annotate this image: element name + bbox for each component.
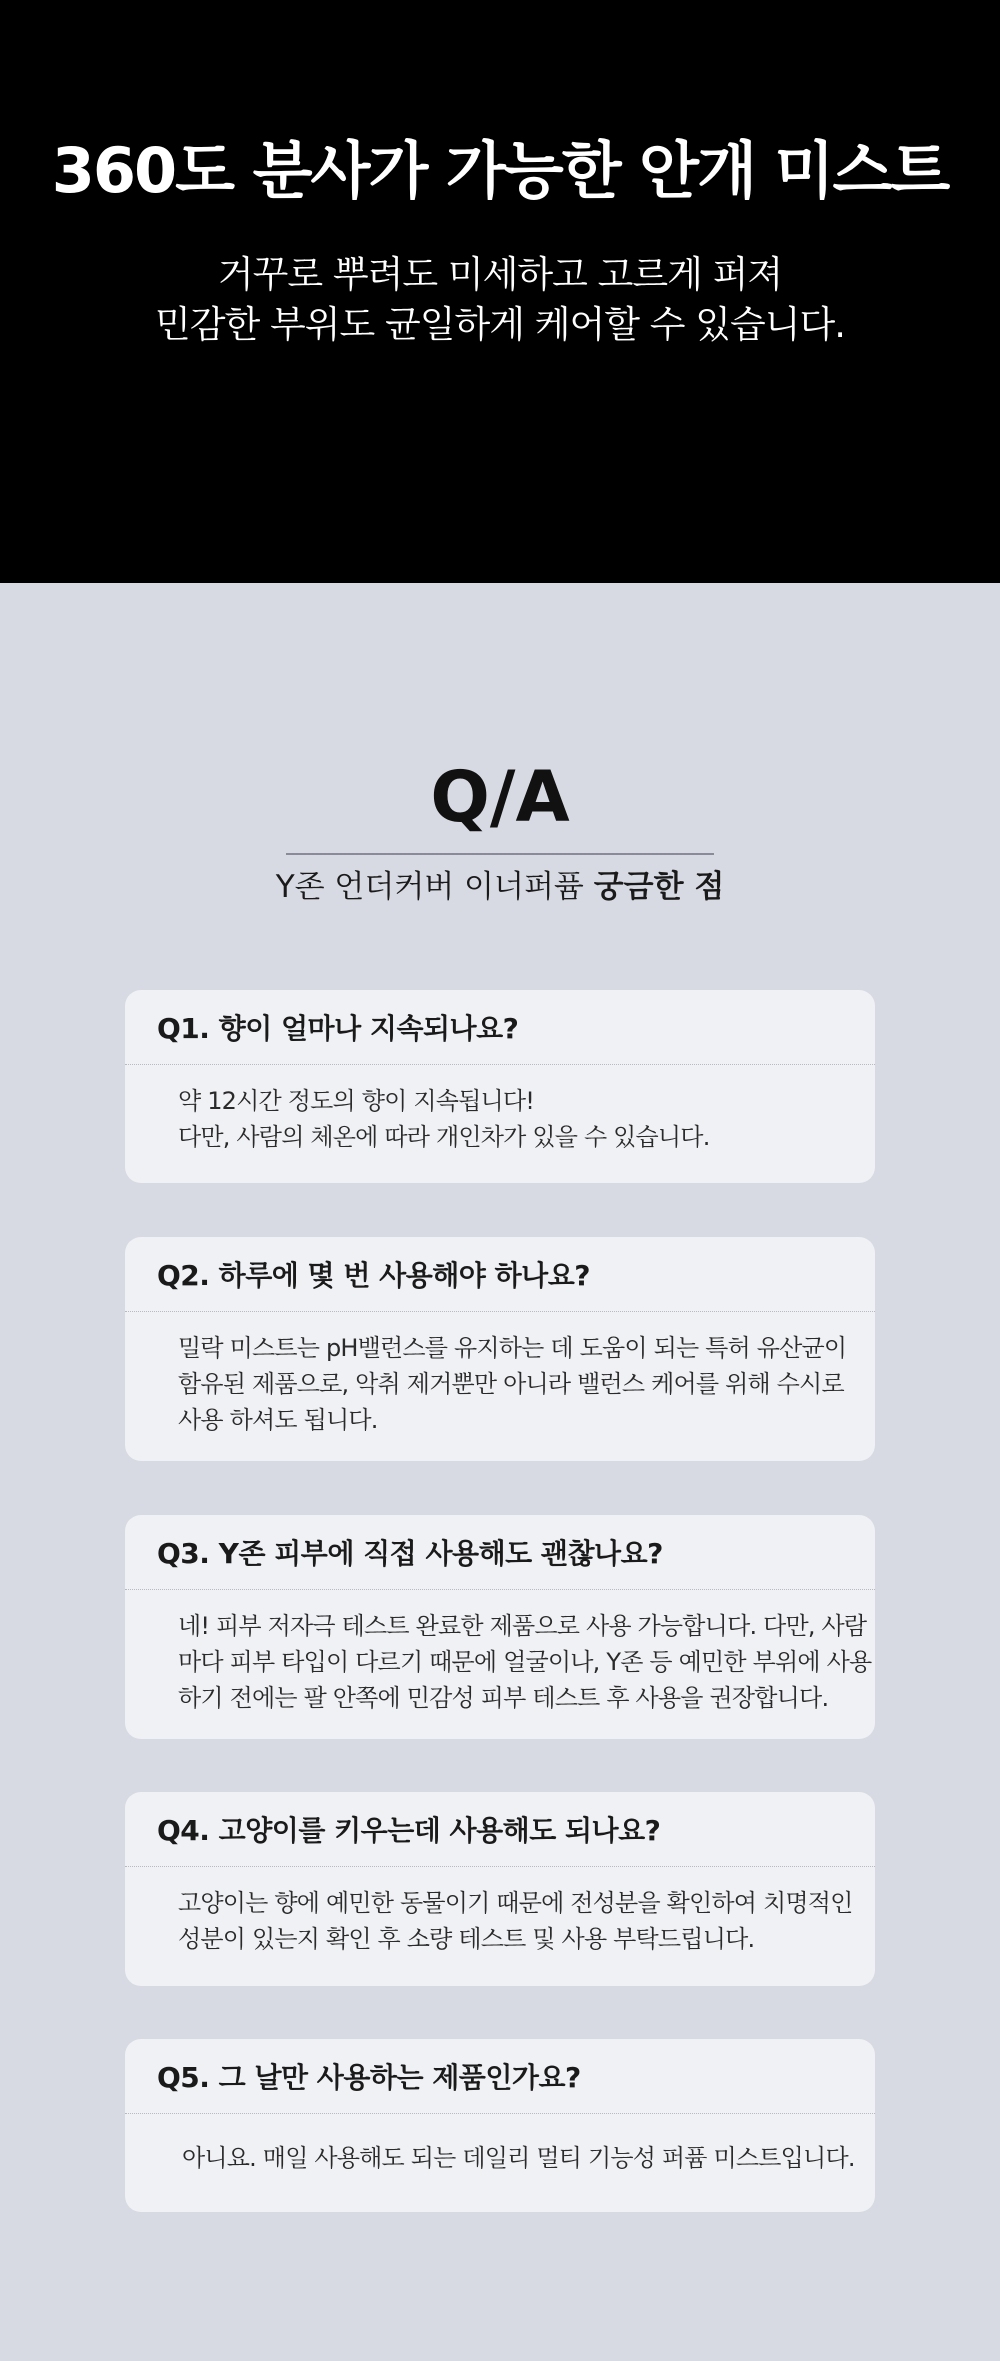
faq-card-4 [125,1792,875,1986]
faq-answer-line: 다만, 사람의 체온에 따라 개인차가 있을 수 있습니다. [178,1123,710,1151]
faq-card-3 [125,1515,875,1739]
faq-answer [125,1590,875,1716]
qa-section [0,583,1000,2361]
hero-banner [0,0,1000,583]
faq-answer [125,1867,875,1957]
hero-title: 360도 분사가 가능한 안개 미스트 [51,134,949,207]
faq-question: Q2. 하루에 몇 번 사용해야 하나요? [125,1237,875,1312]
faq-answer-line: 밀락 미스트는 pH밸런스를 유지하는 데 도움이 되는 특허 유산균이 [178,1334,847,1362]
qa-subtitle-bold: 궁금한 점 [593,869,725,905]
faq-card-2 [125,1237,875,1461]
faq-question: Q5. 그 날만 사용하는 제품인가요? [125,2039,875,2114]
faq-answer-line: 고양이는 향에 예민한 동물이기 때문에 전성분을 확인하여 치명적인 [178,1889,853,1917]
faq-card-1 [125,990,875,1183]
hero-subtitle-line-2: 민감한 부위도 균일하게 케어할 수 있습니다. [155,303,845,346]
qa-subtitle-regular: Y존 언더커버 이너퍼퓸 [275,869,584,905]
faq-answer-line: 하기 전에는 팔 안쪽에 민감성 피부 테스트 후 사용을 권장합니다. [178,1684,829,1712]
faq-question: Q3. Y존 피부에 직접 사용해도 괜찮나요? [125,1515,875,1590]
faq-answer-line: 아니요. 매일 사용해도 되는 데일리 멀티 기능성 퍼퓸 미스트입니다. [182,2144,855,2172]
faq-answer-line: 마다 피부 타입이 다르기 때문에 얼굴이나, Y존 등 예민한 부위에 사용 [178,1648,872,1676]
qa-divider [286,853,714,855]
faq-answer-line: 함유된 제품으로, 악취 제거뿐만 아니라 밸런스 케어를 위해 수시로 [178,1370,844,1398]
hero-subtitle-line-1: 거꾸로 뿌려도 미세하고 고르게 퍼져 [217,253,783,296]
qa-title: Q/A [430,756,570,838]
faq-answer-line: 네! 피부 저자극 테스트 완료한 제품으로 사용 가능합니다. 다만, 사람 [178,1612,867,1640]
faq-answer [125,1312,875,1438]
faq-question: Q1. 향이 얼마나 지속되나요? [125,990,875,1065]
faq-answer-line: 성분이 있는지 확인 후 소량 테스트 및 사용 부탁드립니다. [178,1925,755,1953]
qa-subtitle [0,865,1000,909]
hero-subtitle [0,250,1000,350]
faq-card-5 [125,2039,875,2212]
faq-answer [125,2114,875,2176]
faq-answer [125,1065,875,1155]
faq-answer-line: 사용 하셔도 됩니다. [178,1406,378,1434]
faq-question: Q4. 고양이를 키우는데 사용해도 되나요? [125,1792,875,1867]
faq-answer-line: 약 12시간 정도의 향이 지속됩니다! [178,1087,535,1115]
